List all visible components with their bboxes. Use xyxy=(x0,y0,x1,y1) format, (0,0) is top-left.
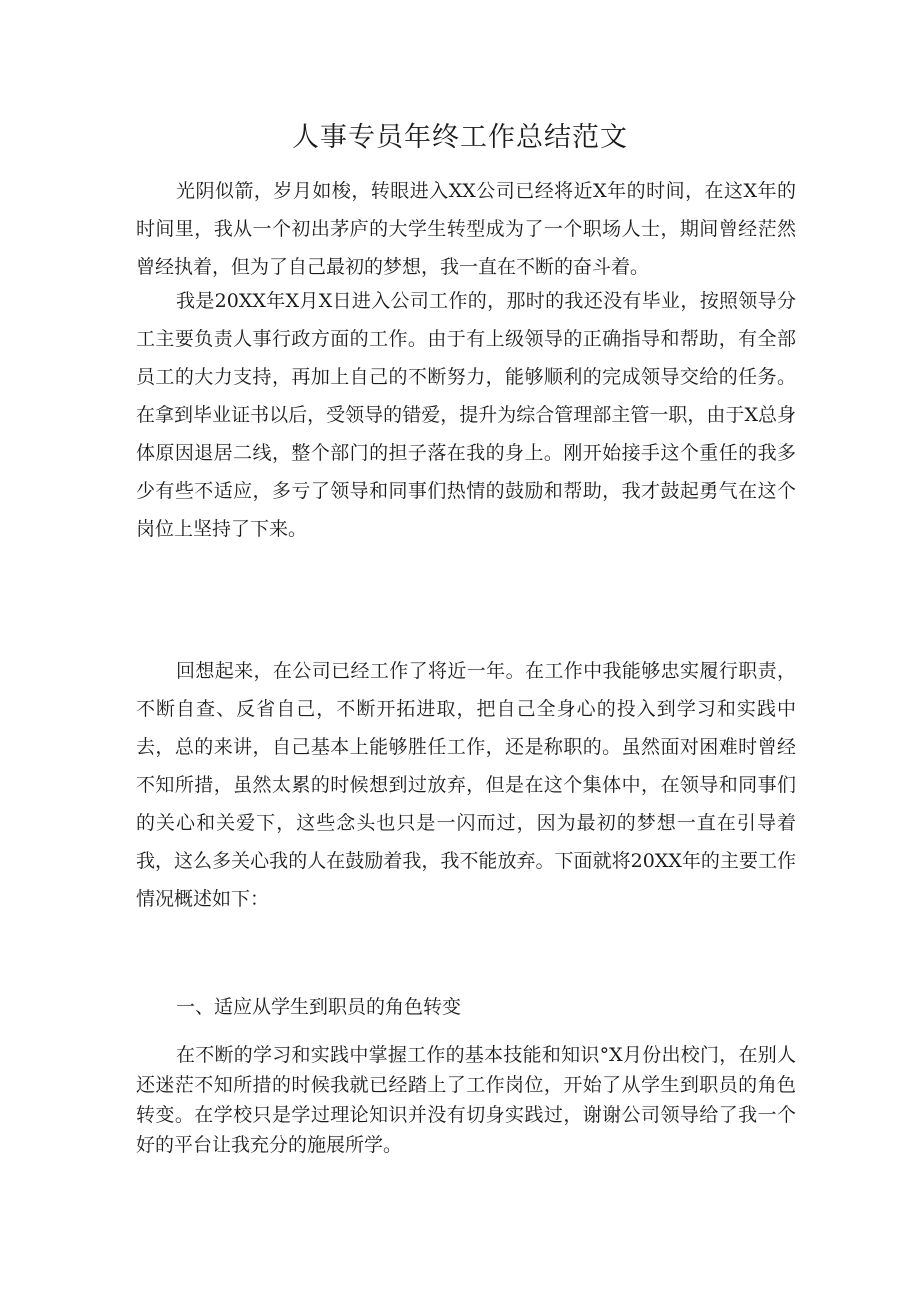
background-paragraph: 我是20XX年X月X日进入公司工作的，那时的我还没有毕业，按照领导分工主要负责人事行政方面的工作。由于有上级领导的正确指导和帮助，有全部员工的大力支持，再加上自己的不断努力，能够顺利的完成领导交给的任务。在拿到毕业证书以后，受领导的错爱，提升为综合管理部主管一职，由于X总身体原因退居二线，整个部门的担子落在我的身上。刚开始接手这个重任的我多少有些不适应，多亏了领导和同事们热情的鼓励和帮助，我才鼓起勇气在这个岗位上坚持了下来。 xyxy=(136,290,796,540)
intro-paragraph: 光阴似箭，岁月如梭，转眼进入XX公司已经将近X年的时间，在这X年的时间里，我从一个初出茅庐的大学生转型成为了一个职场人士，期间曾经茫然曾经执着，但为了自己最初的梦想，我一直在不断的奋斗着。 xyxy=(136,180,796,278)
document-title: 人事专员年终工作总结范文 xyxy=(292,122,628,153)
section-paragraph: 在不断的学习和实践中掌握工作的基本技能和知识°X月份出校门，在别人还迷茫不知所措的时候我就已经踏上了工作岗位，开始了从学生到职员的角色转变。在学校只是学过理论知识并没有切身实践过，谢谢公司领导给了我一个好的平台让我充分的施展所学。 xyxy=(136,1044,796,1156)
reflection-paragraph: 回想起来，在公司已经工作了将近一年。在工作中我能够忠实履行职责，不断自查、反省自己，不断开拓进取，把自己全身心的投入到学习和实践中去，总的来讲，自己基本上能够胜任工作，还是称职的。虽然面对困难时曾经不知所措，虽然太累的时候想到过放弃，但是在这个集体中，在领导和同事们的关心和关爱下，这些念头也只是一闪而过，因为最初的梦想一直在引导着我，这么多关心我的人在鼓励着我，我不能放弃。下面就将20XX年的主要工作情况概述如下： xyxy=(136,660,796,910)
section-heading: 一、适应从学生到职员的角色转变 xyxy=(176,996,462,1018)
